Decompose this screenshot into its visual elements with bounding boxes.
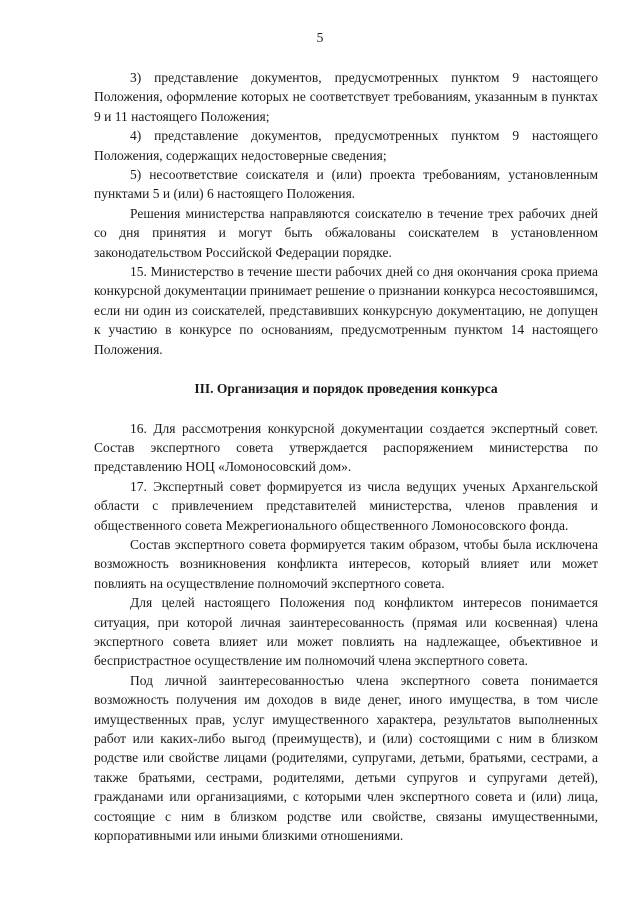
paragraph-personal-interest: Под личной заинтересованностью члена экспертного совета понимается возможность получения им доходов в виде денег, иного имущества, в том числе имущественных прав, услуг имущественного характера, результатов выполненных работ или каких-либо выгод (преимуществ), и (или) состоящими с ним в близком родстве или свойстве лицами (родителями, супругами, детьми, братьями, сестрами, а также братьями, сестрами, родителями, детьми супругов и супругами детей), гражданами или организациями, с которыми член экспертного совета и (или) лица, состоящие с ним в близком родстве или свойстве, связаны имущественными, корпоративными или иными близкими отношениями.	[94, 672, 598, 844]
paragraph-conflict-of-interest: Для целей настоящего Положения под конфликтом интересов понимается ситуация, при которой личная заинтересованность (прямая или косвенная) члена экспертного совета влияет или может повлиять на надлежащее, объективное и беспристрастное осуществление им полномочий члена экспертного совета.	[94, 595, 598, 669]
paragraph-item-5: 5) несоответствие соискателя и (или) проекта требованиям, установленным пунктами 5 и (или) 6 настоящего Положения.	[94, 167, 598, 202]
document-body	[94, 68, 598, 845]
paragraph-clause-16: 16. Для рассмотрения конкурсной документации создается экспертный совет. Состав экспертного совета утверждается распоряжением министерства по представлению НОЦ «Ломоносовский дом».	[94, 420, 598, 475]
paragraph-decisions: Решения министерства направляются соискателю в течение трех рабочих дней со дня принятия и могут быть обжалованы соискателем в установленном законодательством Российской Федерации порядке.	[94, 205, 598, 260]
paragraph-item-3: 3) представление документов, предусмотренных пунктом 9 настоящего Положения, оформление которых не соответствует требованиям, указанным в пунктах 9 и 11 настоящего Положения;	[94, 70, 598, 124]
section-heading: III. Организация и порядок проведения конкурса	[194, 381, 498, 397]
paragraph-council-composition: Состав экспертного совета формируется таким образом, чтобы была исключена возможность возникновения конфликта интересов, который влияет или может повлиять на осуществление полномочий экспертного совета.	[94, 536, 598, 591]
page-number: 5	[316, 30, 324, 45]
paragraph-clause-15: 15. Министерство в течение шести рабочих дней со дня окончания срока приема конкурсной документации принимает решение о признании конкурса несостоявшимся, если ни один из соискателей, представивших конкурсную документацию, не допущен к участию в конкурсе по основаниям, предусмотренным пунктом 14 настоящего Положения.	[94, 264, 598, 357]
paragraph-item-4: 4) представление документов, предусмотренных пунктом 9 настоящего Положения, содержащих недостоверные сведения;	[94, 128, 598, 163]
paragraph-clause-17: 17. Экспертный совет формируется из числа ведущих ученых Архангельской области с привлечением представителей министерства, членов правления и общественного совета Межрегионального общественного Ломоносовского фонда.	[94, 478, 598, 533]
